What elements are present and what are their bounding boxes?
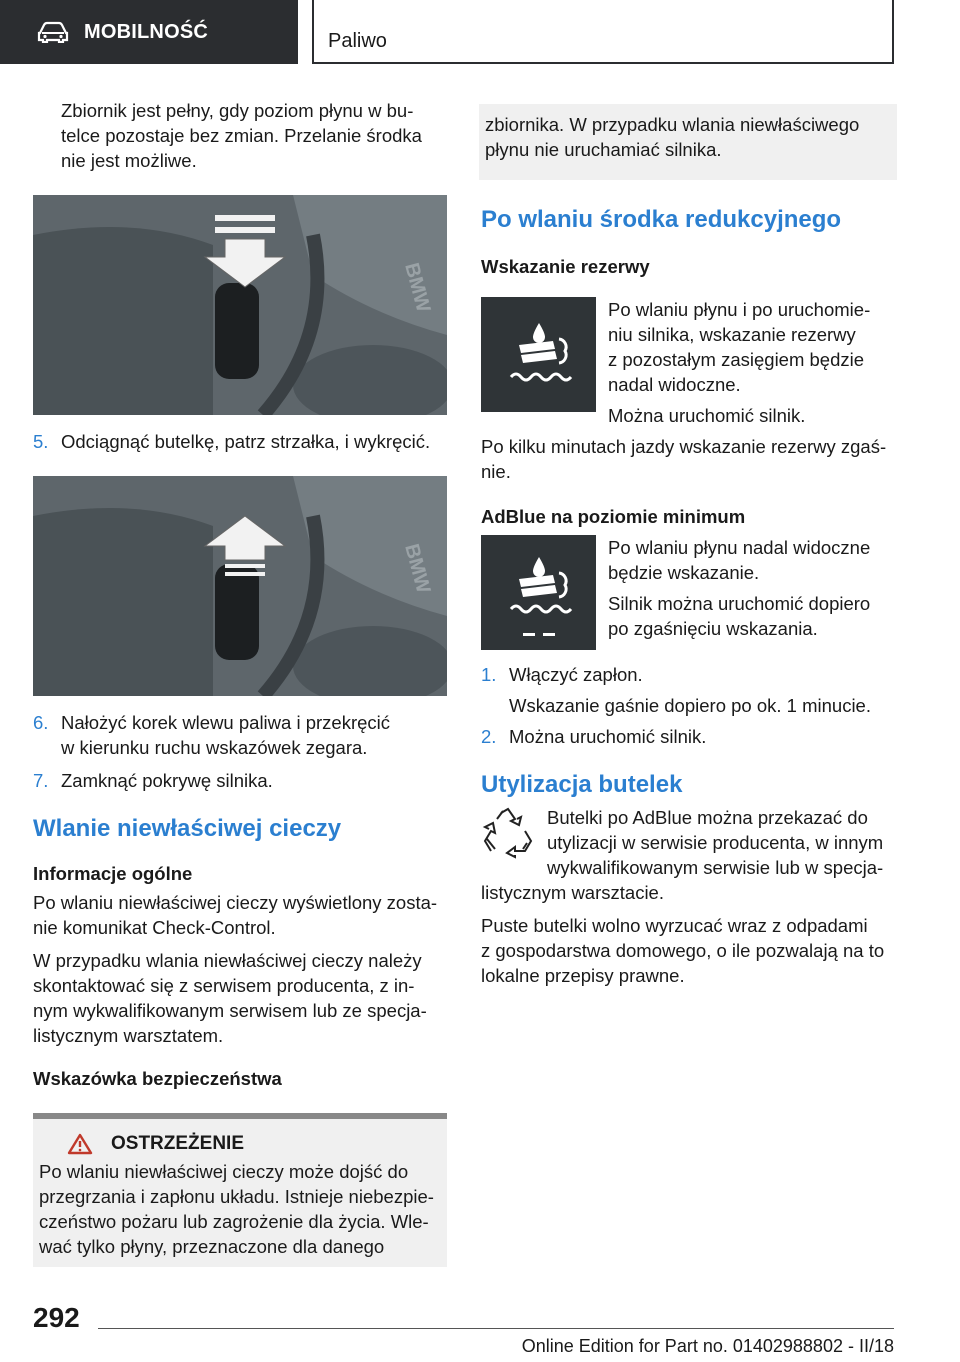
subheading: Informacje ogólne: [33, 863, 193, 884]
paragraph: Po kilku minutach jazdy wskazanie rezerwy zgaś- nie.: [481, 436, 887, 482]
page-number: 292: [33, 1302, 80, 1333]
photo-label: BMW: [400, 260, 435, 315]
adblue-reserve-icon: [481, 297, 596, 412]
topic-title: Paliwo: [328, 30, 387, 52]
paragraph: Po wlaniu niewłaściwej cieczy wyświetlony zosta- nie komunikat Check-Control.: [33, 892, 438, 938]
list-item: 1. Włączyć zapłon.: [481, 664, 643, 685]
warning-box: OSTRZEŻENIE Po wlaniu niewłaściwej cieczy może dojść do przegrzania i zapłonu układu. Istnieje niebezpie- czeństwo pożaru lub zagrożenie dla życia. Wle- wać tylko płyny, przeznaczone dla danego: [33, 1113, 447, 1267]
warning-continuation: zbiornika. W przypadku wlania niewłaściwego płynu nie uruchamiać silnika.: [479, 104, 897, 180]
left-column: [33, 98, 447, 1267]
intro-text: Zbiornik jest pełny, gdy poziom płynu w bu- telce pozostaje bez zmian. Przelanie środka nie jest możliwe.: [61, 100, 422, 171]
adblue-minimum-icon: [481, 535, 596, 650]
right-column: zbiornika. W przypadku wlania niewłaściwego płynu nie uruchamiać silnika. Po wlaniu środka redukcyjnego Wskazanie rezerwy Po wlaniu płynu i po uruchomie- niu silnika, wskazanie rezerwy z pozostałym zasięgiem będzie nadal widoczne. Można uruchomić silnik. Po kilku minutach jazdy wskazanie rezerwy zgaś- nie. AdBlue na poziomie minimum Po wlaniu płynu nadal widoczne będzie wskazanie. Silnik można uruchomić dopiero po zgaśnięciu wskazania. 1. Włączyć zapłon. Wskazanie gaśnie dopiero po ok. 1 minucie. 2. Można uruchomić silnik. Utylizacja butelek Butelki po AdBlue można przekazać do utylizacji w serwisie producenta, w innym wykwalifikowanym serwisie lub w specja- listycznym warsztacie. Puste butelki wolno wyrzucać wraz z odpadami z gospodarstwa domowego, o ile pozwalają na to lokalne przepisy prawne.: [481, 104, 895, 988]
section-tab: [0, 0, 298, 64]
recycle-row: Butelki po AdBlue można przekazać do utylizacji w serwisie producenta, w innym wykwalifikowanym serwisie lub w specja-: [481, 805, 895, 880]
section-heading: Wlanie niewłaściwej cieczy: [33, 815, 342, 842]
list-item: 5. Odciągnąć butelkę, patrz strzałka, i wykręcić.: [33, 431, 431, 452]
reserve-indicator-row: Po wlaniu płynu i po uruchomie- niu silnika, wskazanie rezerwy z pozostałym zasięgiem będzie nadal widoczne. Można uruchomić silnik.: [481, 297, 895, 428]
footer-edition: Online Edition for Part no. 01402988802 - II/18: [521, 1336, 894, 1356]
paragraph: W przypadku wlania niewłaściwej cieczy należy skontaktować się z serwisem producenta, z in- nym wykwalifikowanym serwisem lub ze specja- listycznym warsztatem.: [33, 950, 427, 1046]
engine-photo-remove: [33, 195, 447, 415]
subheading: Wskazówka bezpieczeństwa: [33, 1068, 282, 1089]
recycle-icon: [481, 805, 535, 859]
section-heading: Utylizacja butelek: [481, 771, 683, 798]
minimum-indicator-row: Po wlaniu płynu nadal widoczne będzie wskazanie. Silnik można uruchomić dopiero po zgaśnięciu wskazania.: [481, 535, 895, 650]
list-item: 2. Można uruchomić silnik.: [481, 726, 707, 747]
footer-divider: [98, 1328, 894, 1329]
list-item: 7. Zamknąć pokrywę silnika.: [33, 770, 273, 791]
car-icon: [36, 21, 70, 43]
subheading: Wskazanie rezerwy: [481, 256, 650, 277]
warning-title: OSTRZEŻENIE: [111, 1133, 245, 1154]
engine-photo-install: [33, 476, 447, 696]
section-heading: Po wlaniu środka redukcyjnego: [481, 206, 842, 233]
paragraph: Puste butelki wolno wyrzucać wraz z odpadami z gospodarstwa domowego, o ile pozwalają na to lokalne przepisy prawne.: [481, 915, 885, 986]
section-title: MOBILNOŚĆ: [84, 20, 209, 43]
warning-triangle-icon: [67, 1133, 93, 1155]
step-note: Wskazanie gaśnie dopiero po ok. 1 minucie.: [509, 695, 871, 716]
list-item: 6. Nałożyć korek wlewu paliwa i przekręcić w kierunku ruchu wskazówek zegara.: [33, 712, 390, 758]
subheading: AdBlue na poziomie minimum: [481, 506, 746, 527]
topic-header: [312, 0, 894, 64]
photo-label: BMW: [400, 541, 435, 596]
